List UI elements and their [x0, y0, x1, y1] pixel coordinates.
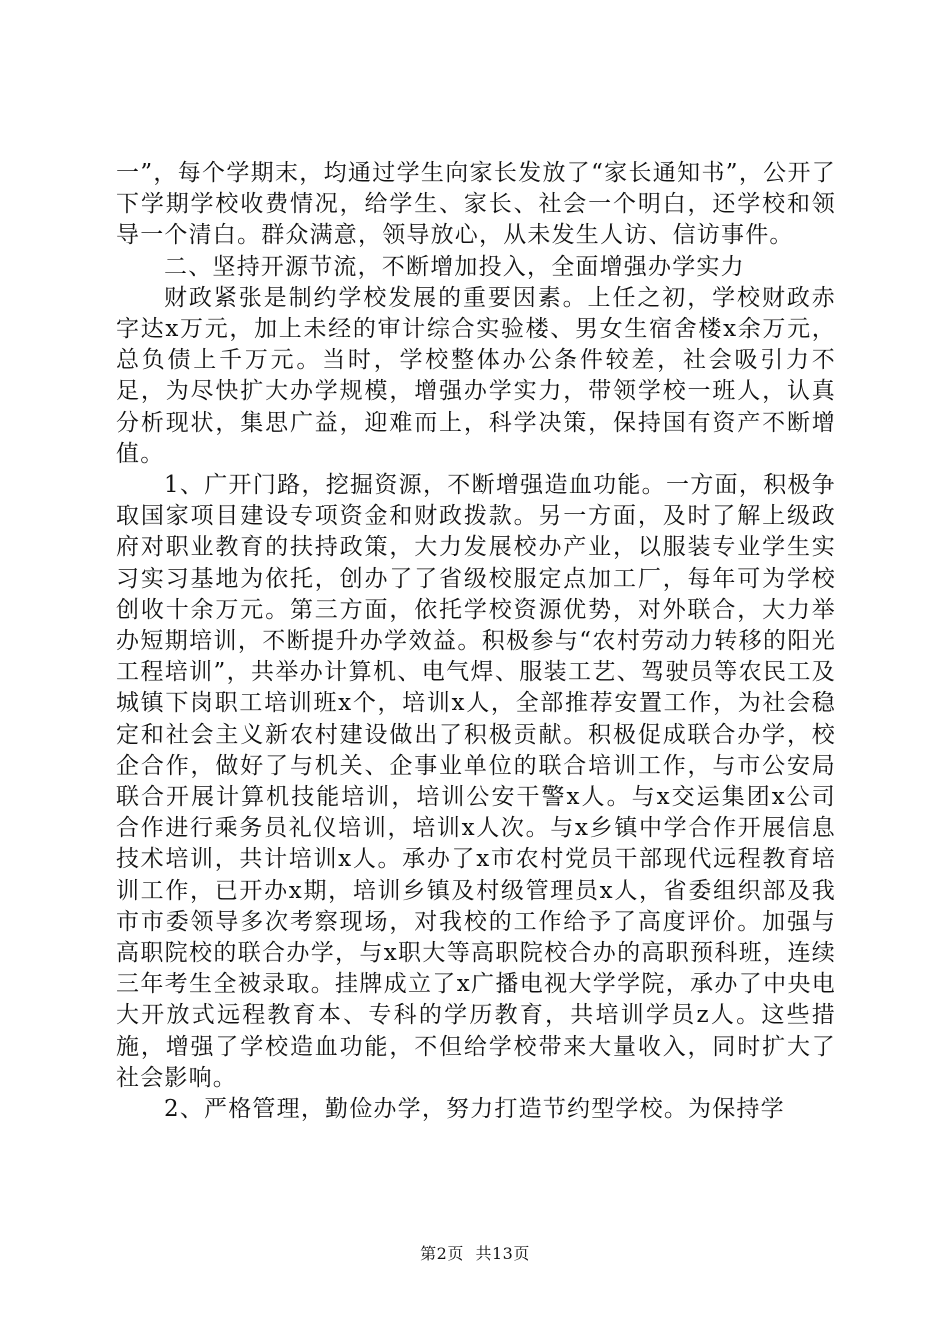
page-footer [0, 1244, 950, 1264]
page-number: 第2页 [420, 1244, 464, 1263]
paragraph-continuation: 一”，每个学期末，均通过学生向家长发放了“家长通知书”，公开了下学期学校收费情况，给学生、家长、社会一个明白，还学校和领导一个清白。群众满意，领导放心，从未发生人访、信访事件。 [116, 160, 836, 249]
paragraph-item-1: 1、广开门路，挖掘资源，不断增强造血功能。一方面，积极争取国家项目建设专项资金和财政拨款。另一方面，及时了解上级政府对职业教育的扶持政策，大力发展校办产业，以服装专业学生实习实习基地为依托，创办了了省级校服定点加工厂，每年可为学校创收十余万元。第三方面，依托学校资源优势，对外联合，大力举办短期培训，不断提升办学效益。积极参与“农村劳动力转移的阳光工程培训”，共举办计算机、电气焊、服装工艺、驾驶员等农民工及城镇下岗职工培训班x个，培训x人，全部推荐安置工作，为社会稳定和社会主义新农村建设做出了积极贡献。积极促成联合办学，校企合作，做好了与机关、企事业单位的联合培训工作，与市公安局联合开展计算机技能培训，培训公安干警x人。与x交运集团x公司合作进行乘务员礼仪培训，培训x人次。与x乡镇中学合作开展信息技术培训，共计培训x人。承办了x市农村党员干部现代远程教育培训工作，已开办x期，培训乡镇及村级管理员x人，省委组织部及我市市委领导多次考察现场，对我校的工作给予了高度评价。加强与高职院校的联合办学，与x职大等高职院校合办的高职预科班，连续三年考生全被录取。挂牌成立了x广播电视大学学院，承办了中央电大开放式远程教育本、专科的学历教育，共培训学员z人。这些措施，增强了学校造血功能，不但给学校带来大量收入，同时扩大了社会影响。 [116, 472, 836, 1091]
paragraph-finance: 财政紧张是制约学校发展的重要因素。上任之初，学校财政赤字达x万元，加上未经的审计综合实验楼、男女生宿舍楼x余万元，总负债上千万元。当时，学校整体办公条件较差，社会吸引力不足，为尽快扩大办学规模，增强办学实力，带领学校一班人，认真分析现状，集思广益，迎难而上，科学决策，保持国有资产不断增值。 [116, 284, 836, 467]
paragraph-item-2: 2、严格管理，勤俭办学，努力打造节约型学校。为保持学 [164, 1096, 785, 1123]
page-total: 共13页 [475, 1244, 530, 1263]
document-body [116, 158, 836, 1125]
section-heading: 二、坚持开源节流，不断增加投入，全面增强办学实力 [164, 253, 745, 280]
